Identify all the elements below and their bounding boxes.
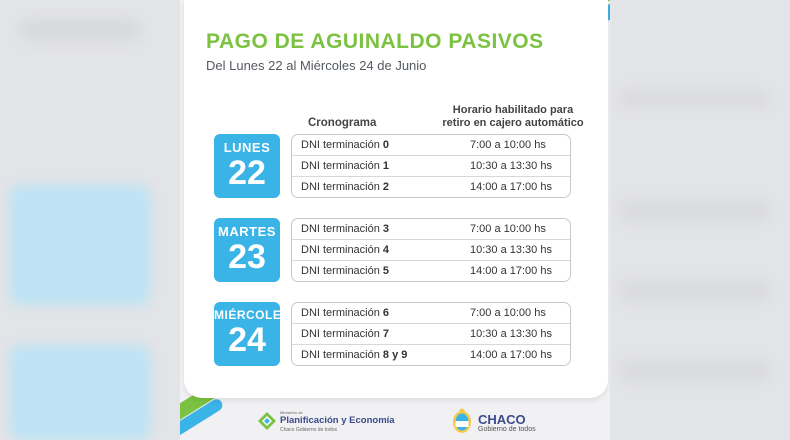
dni-digit: 0 [382, 139, 390, 151]
chaco-shield-icon [452, 408, 472, 434]
blurred-text-shape [620, 90, 770, 108]
day-number: 24 [228, 321, 266, 359]
dni-label: DNI terminación 1 [301, 160, 390, 173]
hours-value: 7:00 a 10:00 hs [470, 223, 546, 235]
schedule-card [184, 0, 608, 398]
hours-value: 7:00 a 10:00 hs [470, 139, 546, 151]
day-badge-miercoles [214, 302, 290, 366]
hours-value: 7:00 a 10:00 hs [470, 307, 546, 319]
hours-value: 14:00 a 17:00 hs [470, 180, 552, 193]
dni-label: DNI terminación 2 [301, 180, 390, 193]
dni-label: DNI terminación 5 [301, 264, 390, 277]
dni-digit: 2 [382, 180, 390, 193]
schedule-table-miercoles [291, 302, 571, 366]
hours-value: 10:30 a 13:30 hs [470, 244, 552, 257]
poster-title: PAGO DE AGUINALDO PASIVOS [206, 30, 544, 53]
day-badge-martes [214, 218, 280, 282]
day-name: MIÉRCOLES [214, 308, 290, 322]
table-row [292, 135, 570, 155]
ministry-tagline: Chaco Gobierno de todos [280, 427, 337, 433]
dni-digit: 4 [382, 244, 390, 257]
table-row [292, 303, 570, 323]
blurred-badge-shape [10, 185, 150, 305]
column-header-horario: Horario habilitado para retiro en cajero automático [442, 104, 584, 129]
chaco-name: CHACO [478, 412, 526, 427]
day-name: MARTES [218, 224, 276, 239]
hours-value: 14:00 a 17:00 hs [470, 348, 552, 361]
dni-digit: 5 [382, 264, 390, 277]
ministry-prefix: Ministerio de [280, 410, 303, 415]
dni-label: DNI terminación 0 [301, 139, 390, 151]
hours-value: 10:30 a 13:30 hs [470, 328, 552, 341]
chaco-tagline: Gobierno de todos [478, 426, 536, 433]
table-row [292, 155, 570, 175]
dni-digit: 3 [382, 223, 390, 235]
blurred-text-shape [620, 200, 770, 222]
dni-digit: 7 [382, 328, 390, 341]
day-number: 22 [228, 154, 266, 192]
table-row [292, 239, 570, 259]
dni-digit: 8 y 9 [382, 348, 408, 361]
blurred-text-shape [620, 280, 770, 302]
day-badge-lunes [214, 134, 280, 198]
table-row [292, 176, 570, 196]
poster-subtitle: Del Lunes 22 al Miércoles 24 de Junio [206, 58, 427, 73]
background-blur-left [0, 0, 180, 440]
schedule-table-lunes [291, 134, 571, 198]
day-number: 23 [228, 238, 266, 276]
dni-label: DNI terminación 6 [301, 307, 390, 319]
hours-value: 10:30 a 13:30 hs [470, 160, 552, 173]
dni-digit: 1 [382, 160, 390, 173]
blurred-badge-shape [10, 345, 150, 440]
table-row [292, 323, 570, 343]
blurred-text-shape [20, 20, 140, 40]
hours-value: 14:00 a 17:00 hs [470, 264, 552, 277]
table-row [292, 219, 570, 239]
schedule-table-martes [291, 218, 571, 282]
dni-label: DNI terminación 4 [301, 244, 390, 257]
day-name: LUNES [223, 140, 271, 155]
dni-label: DNI terminación 7 [301, 328, 390, 341]
diamond-logo-icon [258, 412, 276, 430]
poster [180, 0, 610, 440]
dni-label: DNI terminación 8 y 9 [301, 348, 408, 361]
dni-digit: 6 [382, 307, 390, 319]
background-blur-right [610, 0, 790, 440]
dni-label: DNI terminación 3 [301, 223, 390, 235]
ministry-name: Planificación y Economía [280, 415, 395, 426]
blurred-text-shape [620, 360, 770, 382]
table-row [292, 344, 570, 364]
column-header-cronograma: Cronograma [308, 117, 377, 129]
table-row [292, 260, 570, 280]
